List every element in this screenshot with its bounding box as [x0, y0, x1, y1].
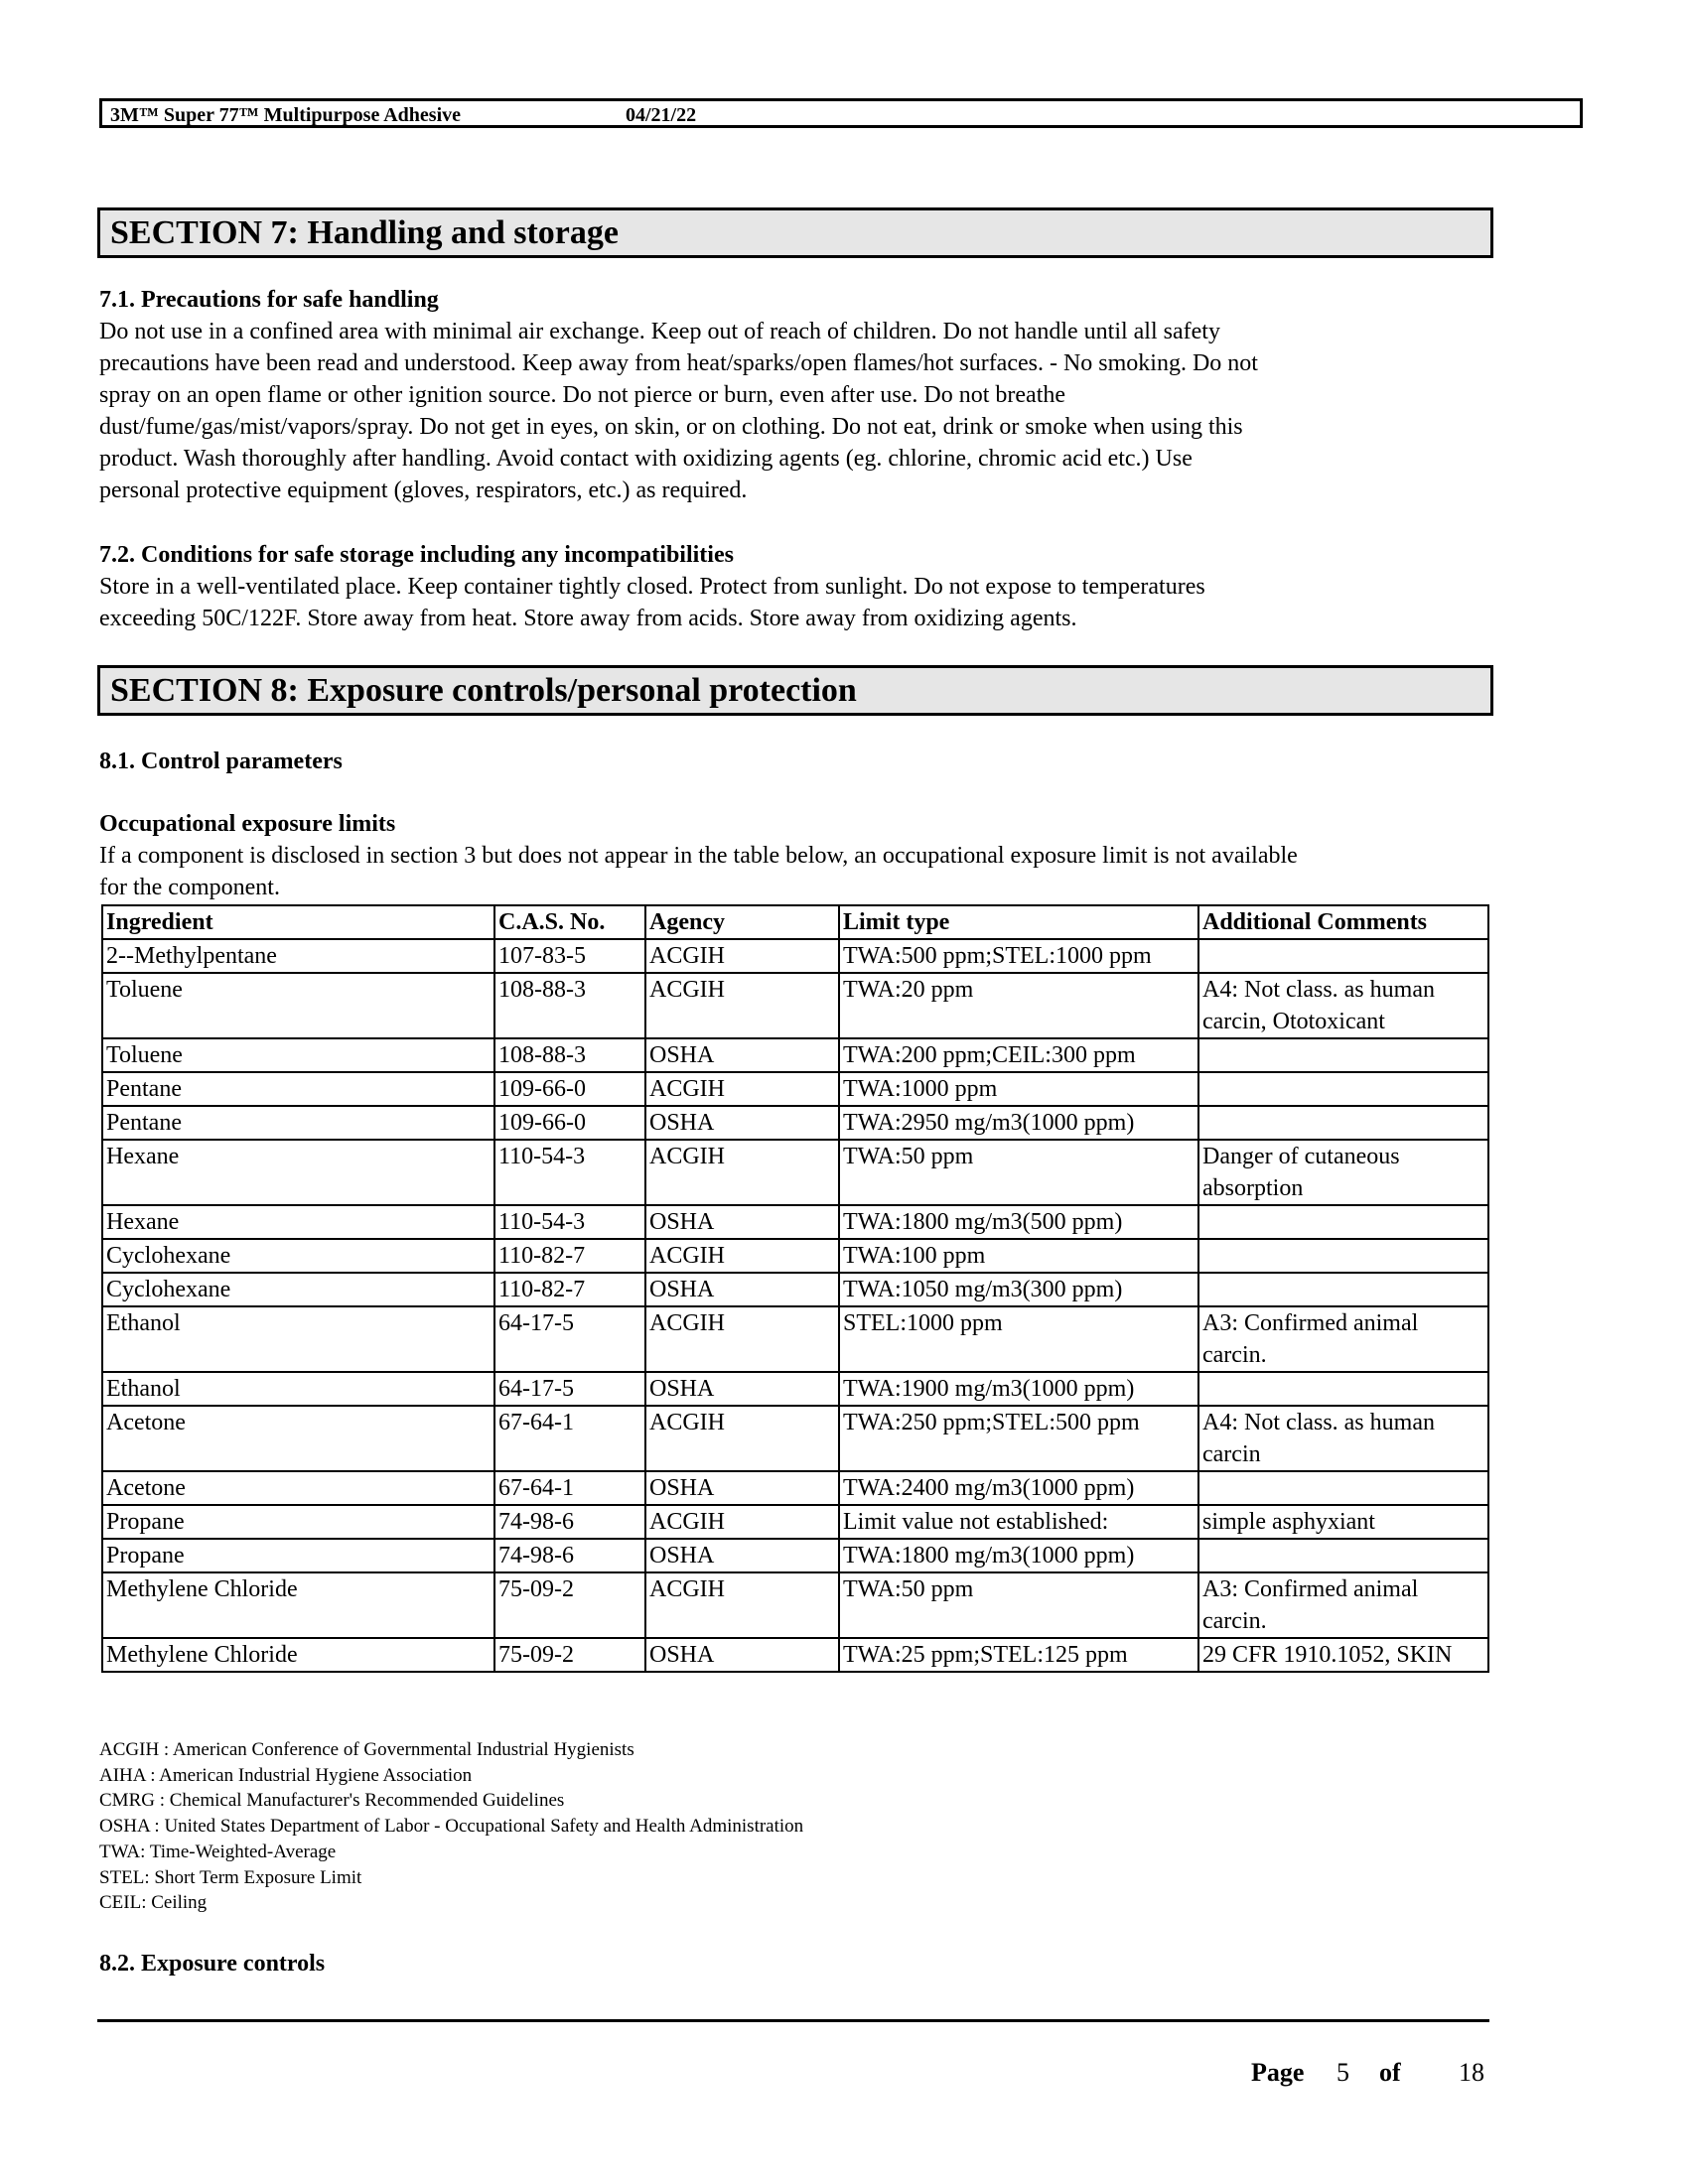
- cell-limit: TWA:1050 mg/m3(300 ppm): [839, 1273, 1198, 1306]
- oel-description: [99, 840, 1509, 903]
- cell-limit: TWA:200 ppm;CEIL:300 ppm: [839, 1038, 1198, 1072]
- cell-agency: OSHA: [645, 1273, 839, 1306]
- footer-of-label: of: [1379, 2058, 1401, 2087]
- cell-ingredient: Acetone: [102, 1471, 494, 1505]
- table-row: [102, 973, 1488, 1038]
- text-line: precautions have been read and understood. Keep away from heat/sparks/open flames/hot surfaces. - No smoking. Do not: [99, 350, 1258, 376]
- cell-agency: OSHA: [645, 1038, 839, 1072]
- cell-cas: 107-83-5: [494, 939, 645, 973]
- cell-agency: OSHA: [645, 1471, 839, 1505]
- cell-agency: OSHA: [645, 1638, 839, 1672]
- text-line: If a component is disclosed in section 3 but does not appear in the table below, an occupational exposure limit is not available: [99, 843, 1298, 869]
- table-row: [102, 1638, 1488, 1672]
- subsection-8-1-title: 8.1. Control parameters: [99, 749, 343, 774]
- table-row: [102, 1239, 1488, 1273]
- text-line: for the component.: [99, 875, 280, 900]
- table-row: [102, 1505, 1488, 1539]
- cell-ingredient: Methylene Chloride: [102, 1572, 494, 1638]
- cell-comments: simple asphyxiant: [1198, 1505, 1488, 1539]
- footer-page-number: 5: [1336, 2058, 1349, 2087]
- cell-comments: [1198, 1471, 1488, 1505]
- footer-divider: [97, 2019, 1489, 2022]
- cell-cas: 64-17-5: [494, 1306, 645, 1372]
- table-row: [102, 1140, 1488, 1205]
- cell-comments: A3: Confirmed animal carcin.: [1198, 1306, 1488, 1372]
- subsection-7-2-title: 7.2. Conditions for safe storage including any incompatibilities: [99, 542, 734, 568]
- cell-agency: OSHA: [645, 1106, 839, 1140]
- header-limit-type: Limit type: [839, 905, 1198, 939]
- table-row: [102, 1306, 1488, 1372]
- text-line: Store in a well-ventilated place. Keep container tightly closed. Protect from sunlight. Do not expose to temperatures: [99, 574, 1205, 600]
- cell-cas: 74-98-6: [494, 1539, 645, 1572]
- cell-cas: 110-54-3: [494, 1140, 645, 1205]
- cell-limit: TWA:500 ppm;STEL:1000 ppm: [839, 939, 1198, 973]
- cell-limit: TWA:1800 mg/m3(500 ppm): [839, 1205, 1198, 1239]
- legend-item: AIHA : American Industrial Hygiene Association: [99, 1764, 473, 1786]
- cell-ingredient: Methylene Chloride: [102, 1638, 494, 1672]
- table-row: [102, 1406, 1488, 1471]
- cell-comments: [1198, 1106, 1488, 1140]
- cell-ingredient: Ethanol: [102, 1306, 494, 1372]
- subsection-7-2-text: [99, 571, 1499, 634]
- cell-ingredient: Propane: [102, 1539, 494, 1572]
- cell-limit: Limit value not established:: [839, 1505, 1198, 1539]
- table-row: [102, 1471, 1488, 1505]
- cell-agency: ACGIH: [645, 939, 839, 973]
- cell-ingredient: Acetone: [102, 1406, 494, 1471]
- cell-agency: ACGIH: [645, 1239, 839, 1273]
- text-line: spray on an open flame or other ignition source. Do not pierce or burn, even after use. Do not breathe: [99, 382, 1066, 408]
- cell-agency: ACGIH: [645, 1140, 839, 1205]
- footer-total-pages: 18: [1459, 2058, 1484, 2087]
- cell-comments: A4: Not class. as human carcin, Ototoxicant: [1198, 973, 1488, 1038]
- cell-comments: [1198, 1205, 1488, 1239]
- document-header: [99, 98, 1583, 128]
- cell-cas: 110-54-3: [494, 1205, 645, 1239]
- table-header-row: [102, 905, 1488, 939]
- header-agency: Agency: [645, 905, 839, 939]
- section-8-heading: SECTION 8: Exposure controls/personal protection: [97, 665, 1493, 716]
- cell-comments: [1198, 1038, 1488, 1072]
- cell-agency: ACGIH: [645, 1306, 839, 1372]
- cell-agency: OSHA: [645, 1205, 839, 1239]
- cell-agency: OSHA: [645, 1372, 839, 1406]
- table-row: [102, 1106, 1488, 1140]
- cell-limit: TWA:1800 mg/m3(1000 ppm): [839, 1539, 1198, 1572]
- cell-ingredient: Cyclohexane: [102, 1273, 494, 1306]
- exposure-limits-table: [101, 904, 1489, 1673]
- legend-item: ACGIH : American Conference of Governmental Industrial Hygienists: [99, 1739, 634, 1760]
- cell-limit: TWA:100 ppm: [839, 1239, 1198, 1273]
- cell-agency: OSHA: [645, 1539, 839, 1572]
- subsection-7-1-title: 7.1. Precautions for safe handling: [99, 287, 439, 313]
- cell-cas: 64-17-5: [494, 1372, 645, 1406]
- header-cas-no: C.A.S. No.: [494, 905, 645, 939]
- cell-ingredient: Propane: [102, 1505, 494, 1539]
- cell-cas: 109-66-0: [494, 1106, 645, 1140]
- cell-comments: [1198, 1539, 1488, 1572]
- cell-limit: TWA:2950 mg/m3(1000 ppm): [839, 1106, 1198, 1140]
- cell-cas: 108-88-3: [494, 973, 645, 1038]
- cell-ingredient: Hexane: [102, 1140, 494, 1205]
- legend-item: OSHA : United States Department of Labor - Occupational Safety and Health Administration: [99, 1816, 804, 1838]
- header-date: 04/21/22: [626, 104, 697, 126]
- section-7-heading: SECTION 7: Handling and storage: [97, 207, 1493, 258]
- cell-agency: ACGIH: [645, 1572, 839, 1638]
- legend-item: CMRG : Chemical Manufacturer's Recommended Guidelines: [99, 1790, 565, 1812]
- subsection-7-1-text: [99, 316, 1499, 506]
- legend-item: CEIL: Ceiling: [99, 1892, 208, 1914]
- cell-cas: 67-64-1: [494, 1471, 645, 1505]
- text-line: product. Wash thoroughly after handling. Avoid contact with oxidizing agents (eg. chlorine, chromic acid etc.) Use: [99, 446, 1193, 472]
- cell-comments: [1198, 1372, 1488, 1406]
- subsection-8-2-title: 8.2. Exposure controls: [99, 1951, 326, 1977]
- cell-cas: 75-09-2: [494, 1638, 645, 1672]
- cell-ingredient: Toluene: [102, 973, 494, 1038]
- cell-ingredient: Hexane: [102, 1205, 494, 1239]
- cell-comments: [1198, 1072, 1488, 1106]
- table-row: [102, 1273, 1488, 1306]
- cell-cas: 74-98-6: [494, 1505, 645, 1539]
- cell-limit: TWA:1900 mg/m3(1000 ppm): [839, 1372, 1198, 1406]
- cell-comments: [1198, 939, 1488, 973]
- table-row: [102, 939, 1488, 973]
- text-line: Do not use in a confined area with minimal air exchange. Keep out of reach of children. Do not handle until all safety: [99, 319, 1220, 344]
- table-row: [102, 1539, 1488, 1572]
- cell-cas: 110-82-7: [494, 1239, 645, 1273]
- cell-agency: ACGIH: [645, 1072, 839, 1106]
- cell-comments: [1198, 1273, 1488, 1306]
- text-line: dust/fume/gas/mist/vapors/spray. Do not get in eyes, on skin, or on clothing. Do not eat, drink or smoke when using this: [99, 414, 1243, 440]
- table-row: [102, 1572, 1488, 1638]
- cell-comments: Danger of cutaneous absorption: [1198, 1140, 1488, 1205]
- cell-limit: STEL:1000 ppm: [839, 1306, 1198, 1372]
- table-row: [102, 1372, 1488, 1406]
- cell-comments: A3: Confirmed animal carcin.: [1198, 1572, 1488, 1638]
- cell-comments: A4: Not class. as human carcin: [1198, 1406, 1488, 1471]
- legend-item: STEL: Short Term Exposure Limit: [99, 1866, 362, 1888]
- cell-ingredient: Ethanol: [102, 1372, 494, 1406]
- cell-limit: TWA:2400 mg/m3(1000 ppm): [839, 1471, 1198, 1505]
- cell-limit: TWA:20 ppm: [839, 973, 1198, 1038]
- cell-ingredient: Pentane: [102, 1072, 494, 1106]
- cell-limit: TWA:50 ppm: [839, 1572, 1198, 1638]
- cell-ingredient: Toluene: [102, 1038, 494, 1072]
- cell-limit: TWA:1000 ppm: [839, 1072, 1198, 1106]
- footer-page-label: Page: [1251, 2058, 1305, 2087]
- abbreviation-legend: [99, 1737, 803, 1916]
- cell-comments: 29 CFR 1910.1052, SKIN: [1198, 1638, 1488, 1672]
- cell-cas: 108-88-3: [494, 1038, 645, 1072]
- cell-limit: TWA:50 ppm: [839, 1140, 1198, 1205]
- cell-cas: 110-82-7: [494, 1273, 645, 1306]
- legend-item: TWA: Time-Weighted-Average: [99, 1841, 337, 1862]
- cell-limit: TWA:250 ppm;STEL:500 ppm: [839, 1406, 1198, 1471]
- text-line: personal protective equipment (gloves, respirators, etc.) as required.: [99, 478, 748, 503]
- cell-limit: TWA:25 ppm;STEL:125 ppm: [839, 1638, 1198, 1672]
- header-ingredient: Ingredient: [102, 905, 494, 939]
- table-row: [102, 1072, 1488, 1106]
- table-row: [102, 1205, 1488, 1239]
- cell-ingredient: Pentane: [102, 1106, 494, 1140]
- cell-comments: [1198, 1239, 1488, 1273]
- text-line: exceeding 50C/122F. Store away from heat. Store away from acids. Store away from oxidizing agents.: [99, 606, 1077, 631]
- cell-agency: ACGIH: [645, 1406, 839, 1471]
- table-row: [102, 1038, 1488, 1072]
- cell-agency: ACGIH: [645, 973, 839, 1038]
- cell-cas: 67-64-1: [494, 1406, 645, 1471]
- cell-ingredient: Cyclohexane: [102, 1239, 494, 1273]
- header-product-name: 3M™ Super 77™ Multipurpose Adhesive: [110, 104, 461, 126]
- header-additional-comments: Additional Comments: [1198, 905, 1488, 939]
- cell-ingredient: 2--Methylpentane: [102, 939, 494, 973]
- cell-cas: 75-09-2: [494, 1572, 645, 1638]
- oel-title: Occupational exposure limits: [99, 811, 396, 837]
- cell-agency: ACGIH: [645, 1505, 839, 1539]
- cell-cas: 109-66-0: [494, 1072, 645, 1106]
